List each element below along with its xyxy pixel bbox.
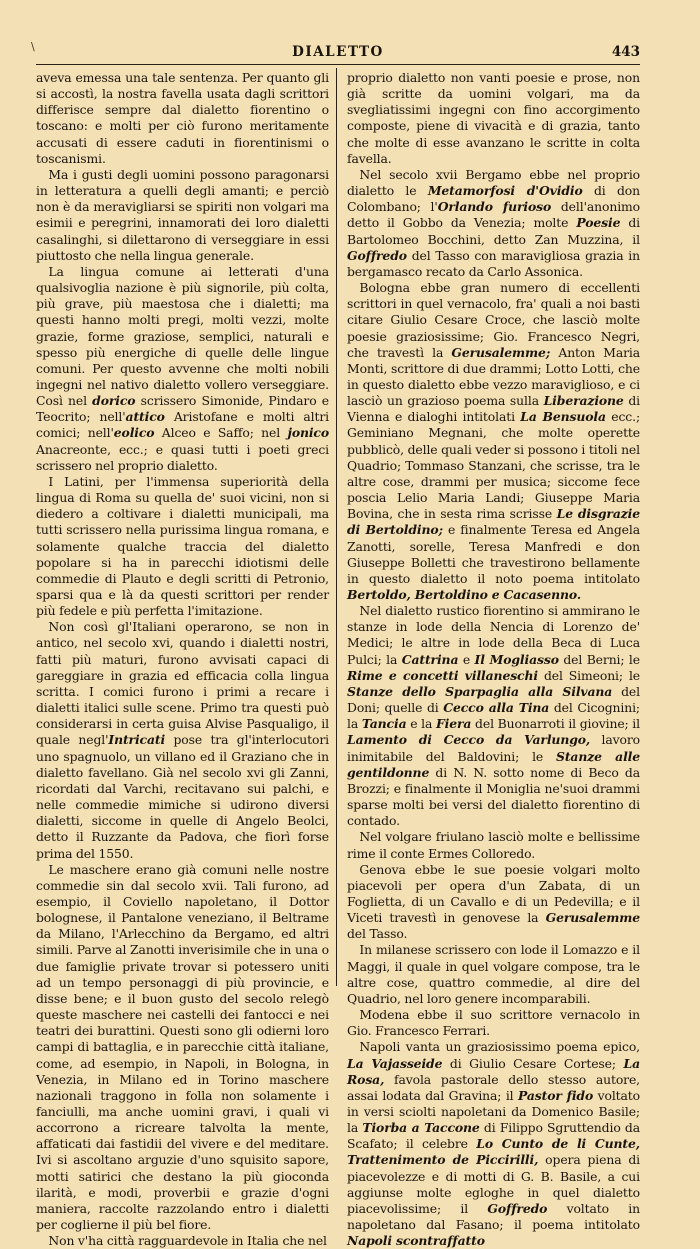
text-run: del Berni; le — [558, 651, 640, 667]
text-run: voltato in versi sciolti napoletani da Domenico Basile; la — [347, 1087, 640, 1136]
running-title: DIALETTO — [292, 44, 384, 60]
paragraph — [347, 829, 640, 861]
paragraph — [347, 1007, 640, 1039]
text-run: di Bartolomeo Bocchini, detto Zan Muzzina, il — [347, 215, 640, 247]
paragraph — [36, 474, 329, 619]
page-header — [36, 44, 640, 65]
text-run: Modena ebbe il suo scrittore vernacolo in Gio. Francesco Ferrari. — [347, 1007, 640, 1039]
italic-title: La Bensuola — [520, 409, 606, 425]
italic-title: Goffredo — [487, 1200, 548, 1216]
paragraph — [347, 862, 640, 943]
italic-title: Orlando furioso — [437, 199, 552, 215]
text-run: pose tra gl'interlocutori uno spagnuolo, un villano ed il Graziano che in dialetto favellano. Già nel secolo xvi gli Zanni, ricordati dal Varchi, recitavano sui palchi, e nelle commedie mimiche si udirono diversi dialetti, siccome in quelle di Angelo Beolci, detto il Ruzzante da Padova, che fiorì forse prima del 1550. — [36, 732, 329, 861]
italic-title: Pastor fido — [518, 1087, 594, 1103]
text-run: La lingua comune ai letterati d'una qualsivoglia nazione è più signorile, più colta, più grave, più maestosa che i dialetti; ma questi hanno molti pregi, molti vezzi, molte grazie, forme graziose, semplici, naturali e spesso più energiche di quelle delle lingue comuni. Per questo avvenne che molti nobili ingegni nel nativo dialetto vollero verseggiare. Così nel — [36, 263, 329, 409]
paragraph — [347, 167, 640, 280]
paragraph — [36, 1233, 329, 1249]
italic-title: Tancia — [361, 716, 407, 732]
italic-title: Fiera — [435, 716, 472, 732]
italic-title: Bertoldo, Bertoldino e Cacasenno. — [347, 587, 582, 602]
text-run: Bologna ebbe gran numero di eccellenti scrittori in quel vernacolo, fra' quali a noi basti citare Giulio Cesare Croce, che lasciò molte poesie graziosissime; Gio. Francesco Negri, che travestì la — [347, 280, 640, 360]
text-run: favola pastorale dello stesso autore, assai lodata dal Gravina; il — [347, 1071, 640, 1103]
text-run: proprio dialetto non vanti poesie e prose, non già scritte da uomini volgari, ma da svegliatissimi ingegni con fino accorgimento composte, piene di vivacità e di grazia, tanto che molte di esse avanzano le scritte in colta favella. — [347, 70, 640, 166]
text-run: e la — [406, 716, 436, 732]
left-column — [36, 70, 330, 1249]
text-run: di N. N. sotto nome di Beco da Brozzi; e finalmente il Moniglia ne'suoi drammi sparse molti bei versi del dialetto fiorentino di contado. — [347, 764, 640, 829]
italic-title: Intricati — [108, 732, 166, 748]
paragraph — [36, 619, 329, 861]
text-run: aveva emessa una tale sentenza. Per quanto gli si accostì, la nostra favella usata dagli scrittori differisce sempre dal dialetto fiorentino o toscano: e molti per ciò furono meritamente accusati di essere caduti in fiorentinismi o toscanismi. — [36, 70, 329, 166]
text-run: e finalmente Teresa ed Angela Zanotti, sorelle, Teresa Manfredi e don Giuseppe Bolletti che travestirono bellamente in questo dialetto il noto poema intitolato — [347, 522, 640, 586]
italic-title: Le disgrazie di Bertoldino; — [347, 506, 640, 538]
text-run: Alceo e Saffo; nel — [154, 425, 288, 441]
paragraph — [347, 1039, 640, 1249]
italic-title: Liberazione — [543, 393, 624, 409]
text-run: In milanese scrissero con lode il Lomazzo e il Maggi, il quale in quel volgare compose, tra le altre cose, quattro commedie, al dire del Quadrio, nel loro genere incomparabili. — [347, 942, 640, 1006]
text-run: del Buonarroti il giovine; il — [471, 716, 640, 732]
italic-title: Stanze alle gentildonne — [347, 748, 641, 780]
text-run: e — [458, 651, 475, 667]
paragraph — [36, 862, 329, 1234]
text-run: del Simeoni; le — [537, 667, 640, 683]
italic-title: Gerusalemme; — [451, 344, 551, 360]
italic-title: La Rosa, — [347, 1055, 640, 1087]
text-run: del Cicognini; la — [347, 700, 640, 732]
italic-title: jonico — [287, 425, 330, 441]
text-run: Non v'ha città ragguardevole in Italia che nel — [48, 1233, 327, 1249]
paragraph — [347, 942, 640, 1007]
paragraph — [347, 70, 640, 167]
paragraph — [36, 264, 329, 474]
text-run: di Filippo Sgruttendio da Scafato; il celebre — [347, 1120, 640, 1152]
text-run: Nel volgare friulano lasciò molte e bellissime rime il conte Ermes Colloredo. — [347, 829, 640, 861]
italic-title: eolico — [113, 425, 155, 441]
text-run: scrissero Simonide, Pindaro e Teocrito; nell' — [36, 393, 329, 425]
text-run: Ma i gusti degli uomini possono paragonarsi in letteratura a quelli degli amanti; e perciò non è da meravigliarsi se spiriti non volgari ma esimii e peregrini, innamorati dei loro dialetti casalinghi, si dilettarono di verseggiare in essi piuttosto che nella lingua generale. — [36, 166, 329, 263]
italic-title: Metamorfosi d'Ovidio — [427, 183, 583, 199]
text-run: opera piena di piacevolezze e di motti di G. B. Basile, a cui aggiunse molte egloghe in quel dialetto piacevolissime; il — [347, 1152, 640, 1216]
column-divider — [336, 68, 337, 986]
text-run: ecc.; Geminiano Megnani, che molte operette pubblicò, delle quali veder si possono i titoli nel Quadrio; Tommaso Stanzani, che scrisse, tra le altre cose, drammi per musica; siccome fece poscia Lelio Maria Landi; Giuseppe Maria Bovina, che in sesta rima scrisse — [347, 409, 640, 522]
text-run: I Latini, per l'immensa superiorità della lingua di Roma su quella de' suoi vicini, non si diedero a coltivare i dialetti municipali, ma tutti scrissero nella purissima lingua romana, e solamente qualche traccia del dialetto popolare si ha in parecchi idiotismi delle commedie di Plauto e degli scritti di Petronio, sparsi qua e là da questi scrittori per render più fedele e più perfetta l'imitazione. — [36, 473, 329, 619]
text-run: Anton Maria Monti, scrittore di due drammi; Lotto Lotti, che in questo dialetto ebbe vezzo maraviglioso, e ci lasciò un grazioso poema sulla — [347, 344, 641, 409]
italic-title: Cecco alla Tina — [443, 700, 550, 716]
text-run: Aristofane e molti altri comici; nell' — [36, 409, 329, 441]
italic-title: Rime e concetti villaneschi — [347, 667, 538, 683]
text-run: del Tasso con maravigliosa grazia in bergamasco recato da Carlo Assonica. — [347, 247, 640, 279]
italic-title: Cattrina — [401, 651, 459, 667]
text-run: lavoro inimitabile del Baldovini; le — [347, 732, 640, 764]
paragraph — [36, 167, 329, 264]
italic-title: Lo Cunto de li Cunte, Trattenimento de Piccirilli, — [347, 1136, 640, 1168]
text-run: del Doni; quelle di — [347, 683, 640, 716]
italic-title: Gerusalemme — [545, 910, 640, 926]
text-run: voltato in napoletano dal Fasano; il poema intitolato — [347, 1200, 640, 1233]
italic-title: dorico — [92, 393, 136, 409]
text-run: Nel dialetto rustico fiorentino si ammirano le stanze in lode della Nencia di Lorenzo de' Medici; le altre in lode della Beca di Luca Pulci; la — [347, 603, 640, 667]
italic-title: Poesie — [576, 215, 621, 231]
paragraph — [36, 70, 329, 167]
text-run: Napoli vanta un graziosissimo poema epico, — [359, 1039, 640, 1055]
margin-mark: \ — [31, 40, 35, 53]
text-run: Genova ebbe le sue poesie volgari molto piacevoli per opera d'un Zabata, di un Foglietta, di un Cavallo e di un Pedevilla; e il Viceti travestì in genovese la — [347, 861, 640, 926]
paragraph — [347, 280, 640, 603]
text-run: del Tasso. — [347, 926, 408, 942]
right-column — [347, 70, 641, 1249]
text-run: di Vienna e dialoghi intitolati — [347, 393, 640, 425]
text-run: di Giulio Cesare Cortese; — [442, 1055, 624, 1071]
text-run: Non così gl'Italiani operarono, se non in antico, nel secolo xvi, quando i dialetti nostri, fatti più maturi, furono avvisati capaci di gareggiare in grazia ed efficacia colla lingua scritta. I comici furono i primi a recare i dialetti italici sulle scene. Primo tra questi può considerarsi in certa guisa Alvise Pasqualigo, il quale negl' — [36, 619, 329, 748]
text-run: dell'anonimo detto il Gobbo da Venezia; molte — [347, 199, 641, 231]
italic-title: Goffredo — [347, 247, 407, 263]
italic-title: Il Mogliasso — [474, 651, 559, 667]
italic-title: attico — [125, 409, 165, 425]
text-run: di don Colombano; l' — [347, 183, 640, 215]
text-run: Le maschere erano già comuni nelle nostre commedie sin dal secolo xvii. Tali furono, ad esempio, il Coviello napoletano, il Dottor bolognese, il Pantalone veneziano, il Beltrame da Milano, l'Arlecchino da Bergamo, ed altri simili. Parve al Zanotti inverisimile che in una o due famiglie private trovar si potessero uniti ad un tempo personaggi di più provincie, e disse bene; e il buon gusto del secolo relegò queste maschere nei castelli dei fantocci e nei teatri dei burattini. Questi sono gli odierni loro campi di battaglia, e in parecchie città italiane, come, ad esempio, in Napoli, in Bologna, in Venezia, in Milano ed in Torino maschere nazionali traggono in folla non solamente i fanciulli, ma anche uomini gravi, i quali vi accorrono a ricreare talvolta la mente, affaticati dai fastidii del vivere e del meditare. Ivi si ascoltano arguzie d'uno squisito sapore, motti satirici che destano la più gioconda ilarità, e modi, proverbii e grazie d'ogni maniera, raccolte razzolando entro i dialetti per coglierne il più bel fiore. — [36, 861, 329, 1233]
italic-title: Napoli scontraffatto — [347, 1233, 485, 1249]
italic-title: Lamento di Cecco da Varlungo, — [347, 732, 591, 748]
italic-title: La Vajasseide — [347, 1055, 443, 1071]
italic-title: Tiorba a Taccone — [362, 1120, 480, 1136]
text-run: Nel secolo xvii Bergamo ebbe nel proprio dialetto le — [347, 166, 640, 199]
text-run: Anacreonte, ecc.; e quasi tutti i poeti greci scrissero nel proprio dialetto. — [36, 441, 329, 473]
page-number: 443 — [611, 44, 640, 60]
italic-title: Stanze dello Sparpaglia alla Silvana — [347, 683, 613, 699]
paragraph — [347, 603, 640, 829]
